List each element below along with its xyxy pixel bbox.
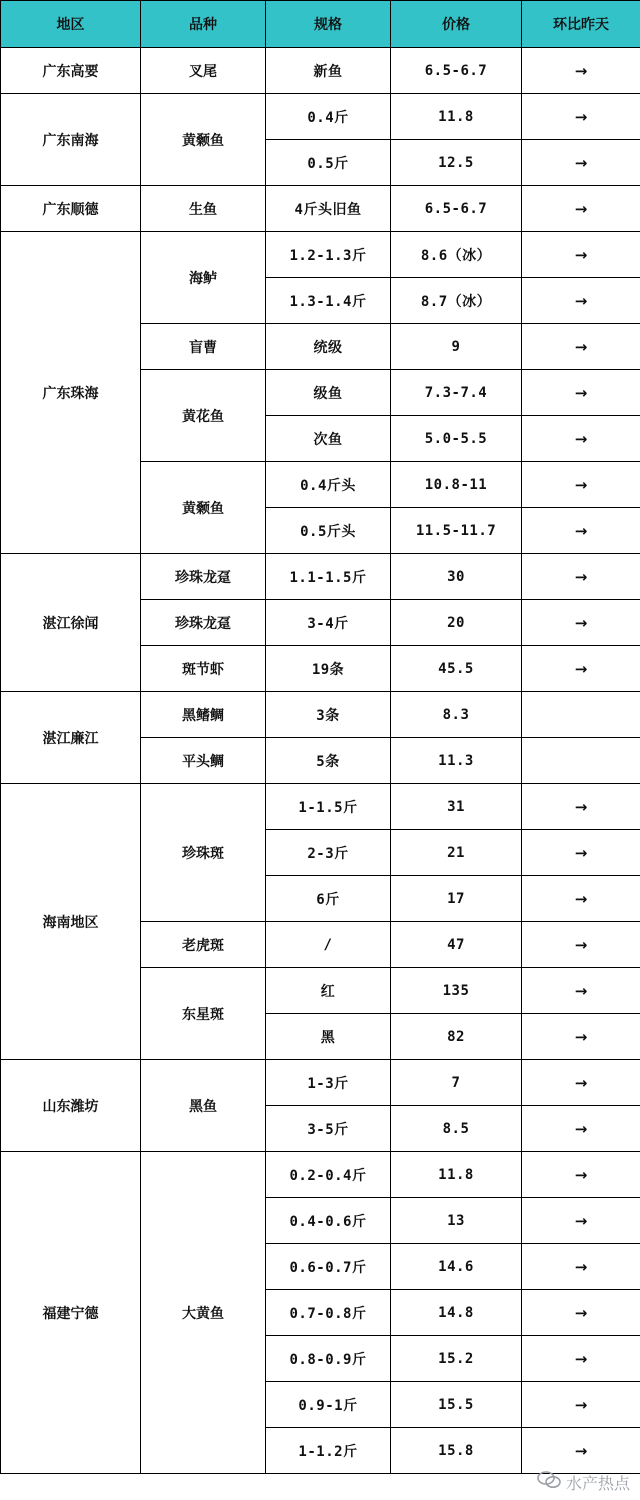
table-header (1, 1, 640, 48)
spec-cell: 3-4斤 (266, 600, 391, 646)
trend-cell: → (522, 1198, 640, 1244)
species-cell: 珍珠斑 (141, 784, 266, 922)
species-cell: 海鲈 (141, 232, 266, 324)
spec-cell: 1.3-1.4斤 (266, 278, 391, 324)
trend-cell: → (522, 186, 640, 232)
trend-cell: → (522, 94, 640, 140)
price-cell: 10.8-11 (391, 462, 522, 508)
species-cell: 老虎斑 (141, 922, 266, 968)
price-cell: 12.5 (391, 140, 522, 186)
trend-cell: → (522, 1290, 640, 1336)
trend-cell: → (522, 646, 640, 692)
species-cell: 黑鳍鲷 (141, 692, 266, 738)
trend-cell (522, 738, 640, 784)
species-cell: 珍珠龙趸 (141, 554, 266, 600)
table-row (1, 232, 640, 278)
species-cell: 叉尾 (141, 48, 266, 94)
price-cell: 47 (391, 922, 522, 968)
price-cell: 6.5-6.7 (391, 48, 522, 94)
trend-cell: → (522, 922, 640, 968)
price-cell: 45.5 (391, 646, 522, 692)
spec-cell: 3-5斤 (266, 1106, 391, 1152)
species-cell: 黄颡鱼 (141, 462, 266, 554)
price-cell: 5.0-5.5 (391, 416, 522, 462)
spec-cell: 3条 (266, 692, 391, 738)
table-row (1, 1152, 640, 1198)
region-cell: 湛江廉江 (1, 692, 141, 784)
spec-cell: 级鱼 (266, 370, 391, 416)
trend-cell: → (522, 1152, 640, 1198)
spec-cell: 6斤 (266, 876, 391, 922)
trend-cell: → (522, 140, 640, 186)
trend-cell: → (522, 784, 640, 830)
spec-cell: 0.8-0.9斤 (266, 1336, 391, 1382)
trend-cell: → (522, 1244, 640, 1290)
region-cell: 广东珠海 (1, 232, 141, 554)
price-cell: 6.5-6.7 (391, 186, 522, 232)
table-row (1, 692, 640, 738)
spec-cell: 0.4斤头 (266, 462, 391, 508)
watermark-text: 水产热点 (565, 1473, 630, 1493)
price-cell: 8.6（冰） (391, 232, 522, 278)
spec-cell: 黑 (266, 1014, 391, 1060)
price-cell: 17 (391, 876, 522, 922)
spec-cell: 19条 (266, 646, 391, 692)
trend-cell: → (522, 1336, 640, 1382)
price-cell: 14.6 (391, 1244, 522, 1290)
spec-cell: 次鱼 (266, 416, 391, 462)
header-spec: 规格 (266, 1, 391, 48)
spec-cell: 1.2-1.3斤 (266, 232, 391, 278)
spec-cell: 1.1-1.5斤 (266, 554, 391, 600)
region-cell: 湛江徐闻 (1, 554, 141, 692)
price-cell: 11.3 (391, 738, 522, 784)
table-row (1, 784, 640, 830)
spec-cell: 0.5斤头 (266, 508, 391, 554)
price-cell: 7.3-7.4 (391, 370, 522, 416)
price-cell: 82 (391, 1014, 522, 1060)
spec-cell: / (266, 922, 391, 968)
trend-cell: → (522, 600, 640, 646)
header-row (1, 1, 640, 48)
table-body (1, 48, 640, 1474)
spec-cell: 2-3斤 (266, 830, 391, 876)
header-price: 价格 (391, 1, 522, 48)
spec-cell: 5条 (266, 738, 391, 784)
region-cell: 广东高要 (1, 48, 141, 94)
table-row (1, 1060, 640, 1106)
price-cell: 30 (391, 554, 522, 600)
spec-cell: 0.6-0.7斤 (266, 1244, 391, 1290)
header-species: 品种 (141, 1, 266, 48)
spec-cell: 0.2-0.4斤 (266, 1152, 391, 1198)
species-cell: 珍珠龙趸 (141, 600, 266, 646)
table-row (1, 554, 640, 600)
trend-cell: → (522, 508, 640, 554)
trend-cell: → (522, 324, 640, 370)
price-cell: 8.3 (391, 692, 522, 738)
species-cell: 黑鱼 (141, 1060, 266, 1152)
spec-cell: 统级 (266, 324, 391, 370)
species-cell: 盲曹 (141, 324, 266, 370)
trend-cell: → (522, 876, 640, 922)
trend-cell: → (522, 1060, 640, 1106)
trend-cell: → (522, 1014, 640, 1060)
trend-cell: → (522, 968, 640, 1014)
region-cell: 福建宁德 (1, 1152, 141, 1474)
price-cell: 7 (391, 1060, 522, 1106)
price-cell: 11.8 (391, 94, 522, 140)
trend-cell: → (522, 1106, 640, 1152)
species-cell: 东星斑 (141, 968, 266, 1060)
wechat-icon (536, 1470, 562, 1494)
region-cell: 广东顺德 (1, 186, 141, 232)
price-cell: 20 (391, 600, 522, 646)
species-cell: 大黄鱼 (141, 1152, 266, 1474)
table-row (1, 48, 640, 94)
trend-cell: → (522, 278, 640, 324)
price-cell: 14.8 (391, 1290, 522, 1336)
trend-cell (522, 692, 640, 738)
price-cell: 135 (391, 968, 522, 1014)
trend-cell: → (522, 462, 640, 508)
species-cell: 平头鲷 (141, 738, 266, 784)
trend-cell: → (522, 370, 640, 416)
region-cell: 山东潍坊 (1, 1060, 141, 1152)
trend-cell: → (522, 830, 640, 876)
spec-cell: 0.9-1斤 (266, 1382, 391, 1428)
spec-cell: 1-1.5斤 (266, 784, 391, 830)
price-cell: 8.5 (391, 1106, 522, 1152)
price-cell: 11.8 (391, 1152, 522, 1198)
price-cell: 15.5 (391, 1382, 522, 1428)
spec-cell: 0.4-0.6斤 (266, 1198, 391, 1244)
trend-cell: → (522, 48, 640, 94)
header-region: 地区 (1, 1, 141, 48)
spec-cell: 新鱼 (266, 48, 391, 94)
header-change: 环比昨天 (522, 1, 640, 48)
spec-cell: 0.7-0.8斤 (266, 1290, 391, 1336)
spec-cell: 1-1.2斤 (266, 1428, 391, 1474)
table-row (1, 94, 640, 140)
price-cell: 31 (391, 784, 522, 830)
species-cell: 黄花鱼 (141, 370, 266, 462)
price-cell: 8.7（冰） (391, 278, 522, 324)
price-cell: 11.5-11.7 (391, 508, 522, 554)
price-cell: 21 (391, 830, 522, 876)
price-cell: 13 (391, 1198, 522, 1244)
table-row (1, 186, 640, 232)
price-cell: 15.8 (391, 1428, 522, 1474)
trend-cell: → (522, 416, 640, 462)
species-cell: 斑节虾 (141, 646, 266, 692)
spec-cell: 4斤头旧鱼 (266, 186, 391, 232)
price-cell: 9 (391, 324, 522, 370)
spec-cell: 0.4斤 (266, 94, 391, 140)
region-cell: 海南地区 (1, 784, 141, 1060)
trend-cell: → (522, 1382, 640, 1428)
trend-cell: → (522, 554, 640, 600)
trend-cell: → (522, 1428, 640, 1474)
region-cell: 广东南海 (1, 94, 141, 186)
watermark (536, 1470, 630, 1494)
species-cell: 生鱼 (141, 186, 266, 232)
species-cell: 黄颡鱼 (141, 94, 266, 186)
spec-cell: 0.5斤 (266, 140, 391, 186)
trend-cell: → (522, 232, 640, 278)
spec-cell: 1-3斤 (266, 1060, 391, 1106)
spec-cell: 红 (266, 968, 391, 1014)
price-cell: 15.2 (391, 1336, 522, 1382)
